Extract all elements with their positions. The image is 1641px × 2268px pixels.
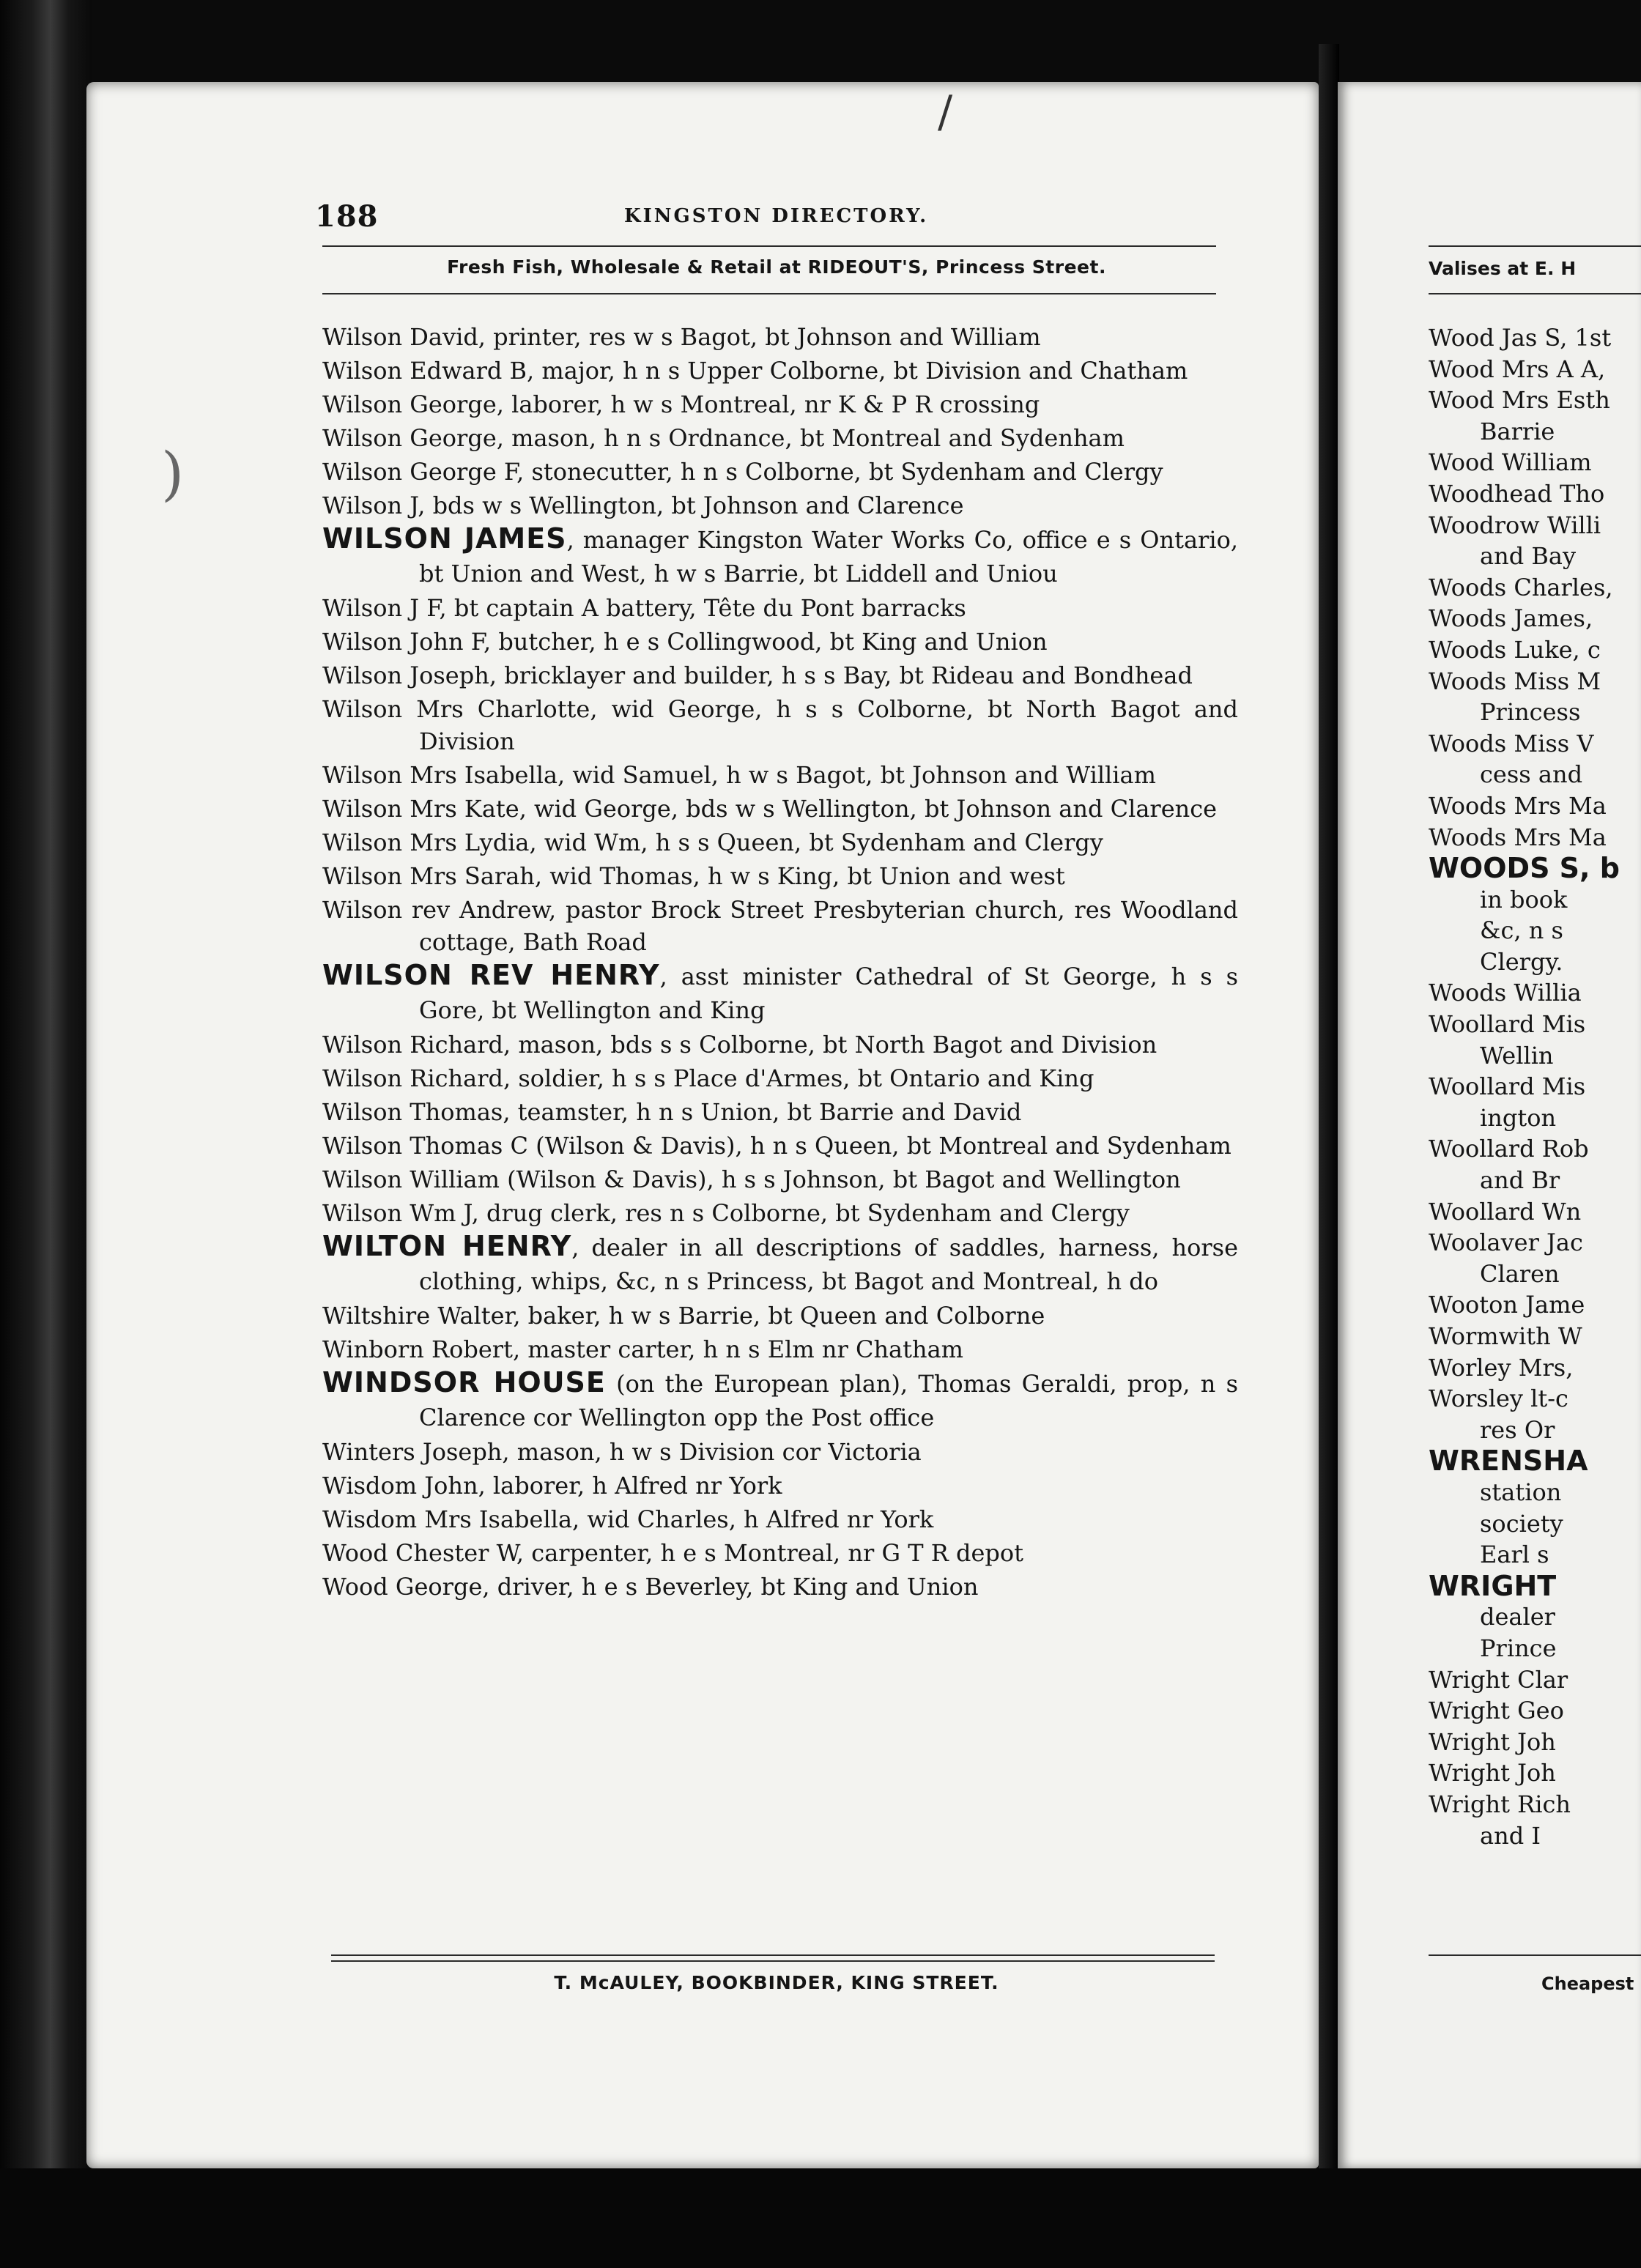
right-directory-line: in book [1480,885,1568,914]
right-directory-line: Woods Luke, c [1429,635,1601,664]
right-directory-line: Woods Willia [1429,979,1582,1007]
directory-entry [322,1502,1238,1535]
entry-text: Wilson J F, bt captain A battery, Tête du Pont barracks [322,594,966,622]
directory-listing [322,319,1238,1603]
directory-entry [322,522,1238,590]
entry-text: Wilson Mrs Lydia, wid Wm, h s s Queen, bt Sydenham and Clergy [322,829,1103,856]
right-directory-line: society [1480,1509,1563,1538]
entry-text: Wilson David, printer, res w s Bagot, bt Johnson and William [322,323,1041,351]
right-directory-line: cess and [1480,760,1583,789]
right-directory-line: Worley Mrs, [1429,1353,1574,1382]
directory-entry [322,590,1238,624]
right-directory-line: Wormwith W [1429,1322,1582,1350]
entry-text: , manager Kingston Water Works Co, office e s Ontario, bt Union and West, h w s Barrie, bt Liddell and Uniou [419,526,1239,588]
right-directory-line: Woods Charles, [1429,573,1613,601]
right-directory-line: Prince [1480,1634,1557,1662]
entry-text: Wilson Mrs Charlotte, wid George, h s s Colborne, bt North Bagot and Division [322,695,1238,755]
directory-entry [322,1061,1238,1094]
directory-entry [322,1298,1238,1332]
right-directory-line: Woodhead Tho [1429,479,1605,508]
entry-text: Wilson Thomas, teamster, h n s Union, bt Barrie and David [322,1098,1022,1126]
right-directory-line: Woollard Wn [1429,1197,1582,1226]
directory-entry [322,420,1238,454]
right-directory-line: Woodrow Willi [1429,511,1601,539]
right-directory-listing [1429,322,1620,1851]
top-advertisement: Fresh Fish, Wholesale & Retail at RIDEOUT'S, Princess Street. [447,256,1106,278]
right-top-advertisement: Valises at E. H [1429,258,1577,279]
right-directory-line: Woollard Mis [1429,1072,1586,1101]
entry-text: , dealer in all descriptions of saddles, harness, horse clothing, whips, &c, n s Princess, bt Bagot and Montreal, h do [419,1234,1239,1295]
directory-entry [322,1128,1238,1162]
entry-text: Wilson Richard, soldier, h s s Place d'Armes, bt Ontario and King [322,1064,1094,1092]
entry-text: Wilson William (Wilson & Davis), h s s Johnson, bt Bagot and Wellington [322,1166,1181,1193]
right-directory-line: ington [1480,1103,1557,1132]
entry-text: (on the European plan), Thomas Geraldi, prop, n s Clarence cor Wellington opp the Post office [419,1370,1238,1431]
entry-text: Wilson Mrs Kate, wid George, bds w s Wellington, bt Johnson and Clarence [322,795,1218,823]
right-directory-line: Earl s [1480,1541,1549,1569]
entry-bold-name: WILTON HENRY [322,1230,572,1262]
right-directory-line: Princess [1480,698,1581,727]
right-directory-line: Barrie [1480,417,1555,445]
right-directory-line: Claren [1480,1259,1560,1288]
scan-border [0,2168,1641,2268]
book-spine [0,0,92,2268]
directory-entry [322,892,1238,958]
right-directory-line: WRIGHT [1429,1569,1557,1602]
right-directory-line: WRENSHA [1429,1445,1588,1478]
directory-entry [322,1094,1238,1128]
directory-entry [322,757,1238,791]
directory-entry [322,1196,1238,1229]
directory-entry [322,692,1238,757]
right-directory-line: Woods Mrs Ma [1429,791,1607,820]
directory-entry [322,1162,1238,1196]
directory-entry [322,1535,1238,1569]
footer-rule [331,1960,1215,1962]
right-directory-line: station [1480,1478,1562,1506]
entry-text: , asst minister Cathedral of St George, h s s Gore, bt Wellington and King [419,963,1239,1024]
entry-text: Wood Chester W, carpenter, h e s Montreal, nr G T R depot [322,1539,1024,1567]
right-directory-line: Woolaver Jac [1429,1228,1583,1257]
entry-text: Wood George, driver, h e s Beverley, bt King and Union [322,1573,979,1601]
right-directory-line: Worsley lt-c [1429,1385,1568,1413]
right-directory-line: Clergy. [1480,947,1563,976]
bottom-advertisement: T. McAULEY, BOOKBINDER, KING STREET. [554,1972,999,1993]
entry-text: Wilson Thomas C (Wilson & Davis), h n s Queen, bt Montreal and Sydenham [322,1132,1231,1160]
right-directory-line: Woollard Mis [1429,1010,1586,1039]
right-directory-line: Wright Joh [1429,1727,1556,1756]
directory-entry [322,658,1238,692]
directory-entry [322,488,1238,522]
directory-entry [322,1229,1238,1298]
header-rule [322,293,1216,294]
right-directory-line: Wright Rich [1429,1790,1571,1818]
directory-entry [322,353,1238,387]
directory-entry [322,1365,1238,1434]
right-directory-line: Wood Jas S, 1st [1429,324,1612,352]
entry-text: Wilson George, laborer, h w s Montreal, nr K & P R crossing [322,390,1040,418]
right-directory-line: Wood Mrs A A, [1429,355,1606,383]
entry-text: Wilson Mrs Isabella, wid Samuel, h w s Bagot, bt Johnson and William [322,761,1156,789]
entry-bold-name: WILSON JAMES [322,522,567,555]
directory-entry [322,454,1238,488]
directory-entry [322,958,1238,1027]
right-header-rule [1429,245,1641,247]
entry-text: Wilson Joseph, bricklayer and builder, h s s Bay, bt Rideau and Bondhead [322,662,1193,689]
directory-entry [322,624,1238,658]
right-directory-line: Woods James, [1429,604,1593,633]
directory-entry [322,825,1238,859]
entry-bold-name: WINDSOR HOUSE [322,1366,606,1398]
right-directory-line: WOODS S, b [1429,852,1620,885]
entry-text: Wilson Edward B, major, h n s Upper Colborne, bt Division and Chatham [322,357,1188,385]
right-directory-line: Wright Joh [1429,1759,1556,1787]
right-directory-line: Wright Clar [1429,1665,1568,1694]
entry-text: Wilson John F, butcher, h e s Collingwood, bt King and Union [322,628,1048,656]
entry-text: Wilson Wm J, drug clerk, res n s Colborne, bt Sydenham and Clergy [322,1199,1130,1227]
footer-rule [331,1954,1215,1956]
entry-text: Wisdom John, laborer, h Alfred nr York [322,1472,782,1500]
scan-mark: ) [161,440,185,508]
entry-text: Winborn Robert, master carter, h n s Elm nr Chatham [322,1335,964,1363]
directory-entry [322,319,1238,353]
right-directory-line: Wright Geo [1429,1697,1564,1725]
right-directory-line: and I [1480,1821,1541,1850]
right-footer-rule [1429,1954,1641,1956]
entry-text: Winters Joseph, mason, h w s Division cor Victoria [322,1438,922,1466]
entry-text: Wisdom Mrs Isabella, wid Charles, h Alfred nr York [322,1505,934,1533]
right-directory-line: Wood Mrs Esth [1429,386,1610,415]
header-rule [322,245,1216,247]
directory-entry [322,1434,1238,1468]
entry-text: Wiltshire Walter, baker, h w s Barrie, bt Queen and Colborne [322,1302,1045,1330]
right-directory-line: dealer [1480,1603,1555,1631]
right-bottom-advertisement: Cheapest [1541,1974,1634,1994]
directory-entry [322,859,1238,892]
entry-text: Wilson George, mason, h n s Ordnance, bt Montreal and Sydenham [322,424,1125,452]
right-directory-line: Wood William [1429,448,1592,477]
right-directory-line: Woods Miss M [1429,667,1601,695]
entry-text: Wilson George F, stonecutter, h n s Colborne, bt Sydenham and Clergy [322,458,1163,486]
entry-bold-name: WILSON REV HENRY [322,959,660,991]
scan-mark: / [938,86,953,138]
right-directory-line: Wellin [1480,1041,1554,1070]
right-header-rule [1429,293,1641,294]
right-directory-line: and Br [1480,1166,1560,1195]
directory-entry [322,1468,1238,1502]
right-directory-line: Woods Miss V [1429,729,1594,757]
right-directory-line: Woollard Rob [1429,1135,1589,1163]
right-directory-line: &c, n s [1480,916,1563,945]
page-number: 188 [315,199,379,234]
right-directory-line: and Bay [1480,542,1577,571]
directory-entry [322,791,1238,825]
directory-entry [322,1027,1238,1061]
directory-entry [322,1569,1238,1603]
right-directory-line: res Or [1480,1415,1555,1444]
running-title: KINGSTON DIRECTORY. [624,205,929,227]
entry-text: Wilson Richard, mason, bds s s Colborne, bt North Bagot and Division [322,1031,1157,1059]
right-directory-line: Wooton Jame [1429,1291,1585,1319]
entry-text: Wilson Mrs Sarah, wid Thomas, h w s King, bt Union and west [322,862,1065,890]
directory-entry [322,1332,1238,1365]
entry-text: Wilson rev Andrew, pastor Brock Street Presbyterian church, res Woodland cottage, Bath Road [322,896,1238,956]
entry-text: Wilson J, bds w s Wellington, bt Johnson and Clarence [322,492,964,519]
book-gutter [1319,44,1339,2234]
directory-entry [322,387,1238,420]
right-directory-line: Woods Mrs Ma [1429,823,1607,851]
